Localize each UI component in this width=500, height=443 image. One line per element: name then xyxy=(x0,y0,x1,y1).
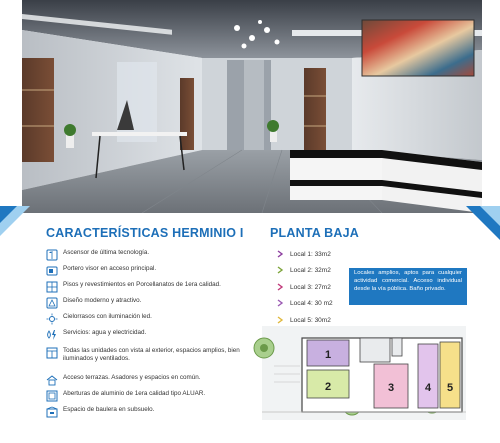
feature-item xyxy=(46,249,258,261)
decorative-triangle-top-right xyxy=(466,206,500,240)
plan-number: 4 xyxy=(424,382,432,394)
feature-item xyxy=(46,265,258,277)
plan-number: 2 xyxy=(324,381,332,393)
local-list-item xyxy=(277,266,331,274)
chevron-right-icon xyxy=(277,283,284,291)
plan-number: 1 xyxy=(324,349,332,361)
local-label: Local 1: 33m2 xyxy=(290,250,331,258)
plan-number: 3 xyxy=(387,382,395,394)
feature-item xyxy=(46,390,258,402)
feature-text: Espacio de baulera en subsuelo. xyxy=(63,406,155,413)
aluminium-icon xyxy=(46,390,58,402)
local-label: Local 2: 32m2 xyxy=(290,266,331,274)
local-label: Local 4: 30 m2 xyxy=(290,299,333,307)
design-icon xyxy=(46,297,58,309)
chevron-right-icon xyxy=(277,299,284,307)
feature-text: Cielorrasos con iluminación led. xyxy=(63,313,152,320)
plan-number: 5 xyxy=(446,382,454,394)
feature-text: Todas las unidades con vista al exterior, espacios amplios, bien iluminados y ventilados. xyxy=(63,347,240,362)
storage-icon xyxy=(46,406,58,418)
decorative-triangle-top-left xyxy=(0,206,30,236)
features-title: CARACTERÍSTICAS HERMINIO I xyxy=(46,226,244,240)
feature-text: Diseño moderno y atractivo. xyxy=(63,297,142,304)
feature-text: Pisos y revestimientos en Porcellanatos de 1era calidad. xyxy=(63,281,221,288)
chevron-right-icon xyxy=(277,250,284,258)
info-box: Locales amplios, aptos para cualquier actividad comercial. Acceso individual desde la vía pública. Baño privado. xyxy=(349,268,467,305)
feature-text: Portero visor en acceso principal. xyxy=(63,265,157,272)
local-list-item xyxy=(277,283,331,291)
local-label: Local 3: 27m2 xyxy=(290,283,331,291)
feature-item xyxy=(46,406,258,418)
chevron-right-icon xyxy=(277,266,284,274)
feature-item xyxy=(46,374,258,386)
feature-item xyxy=(46,313,258,325)
intercom-icon xyxy=(46,265,58,277)
feature-item xyxy=(46,329,258,341)
feature-item xyxy=(46,281,258,293)
tiles-icon xyxy=(46,281,58,293)
feature-item xyxy=(46,347,258,363)
elevator-icon xyxy=(46,249,58,261)
plan-title: PLANTA BAJA xyxy=(270,226,360,240)
light-icon xyxy=(46,313,58,325)
feature-text: Aberturas de aluminio de 1era calidad tipo ALUAR. xyxy=(63,390,206,397)
window-icon xyxy=(46,347,58,359)
feature-text: Acceso terrazas. Asadores y espacios en común. xyxy=(63,374,201,381)
ground-floor-plan xyxy=(252,308,468,422)
services-icon xyxy=(46,329,58,341)
local-list-item xyxy=(277,299,333,307)
tree-icon xyxy=(254,338,274,358)
local-label: Local 5: 30m2 xyxy=(290,316,331,324)
feature-item xyxy=(46,297,258,309)
local-list-item xyxy=(277,250,331,258)
feature-text: Servicios: agua y electricidad. xyxy=(63,329,147,336)
terrace-icon xyxy=(46,374,58,386)
feature-text: Ascensor de última tecnología. xyxy=(63,249,150,256)
lobby-render-photo xyxy=(22,0,482,213)
